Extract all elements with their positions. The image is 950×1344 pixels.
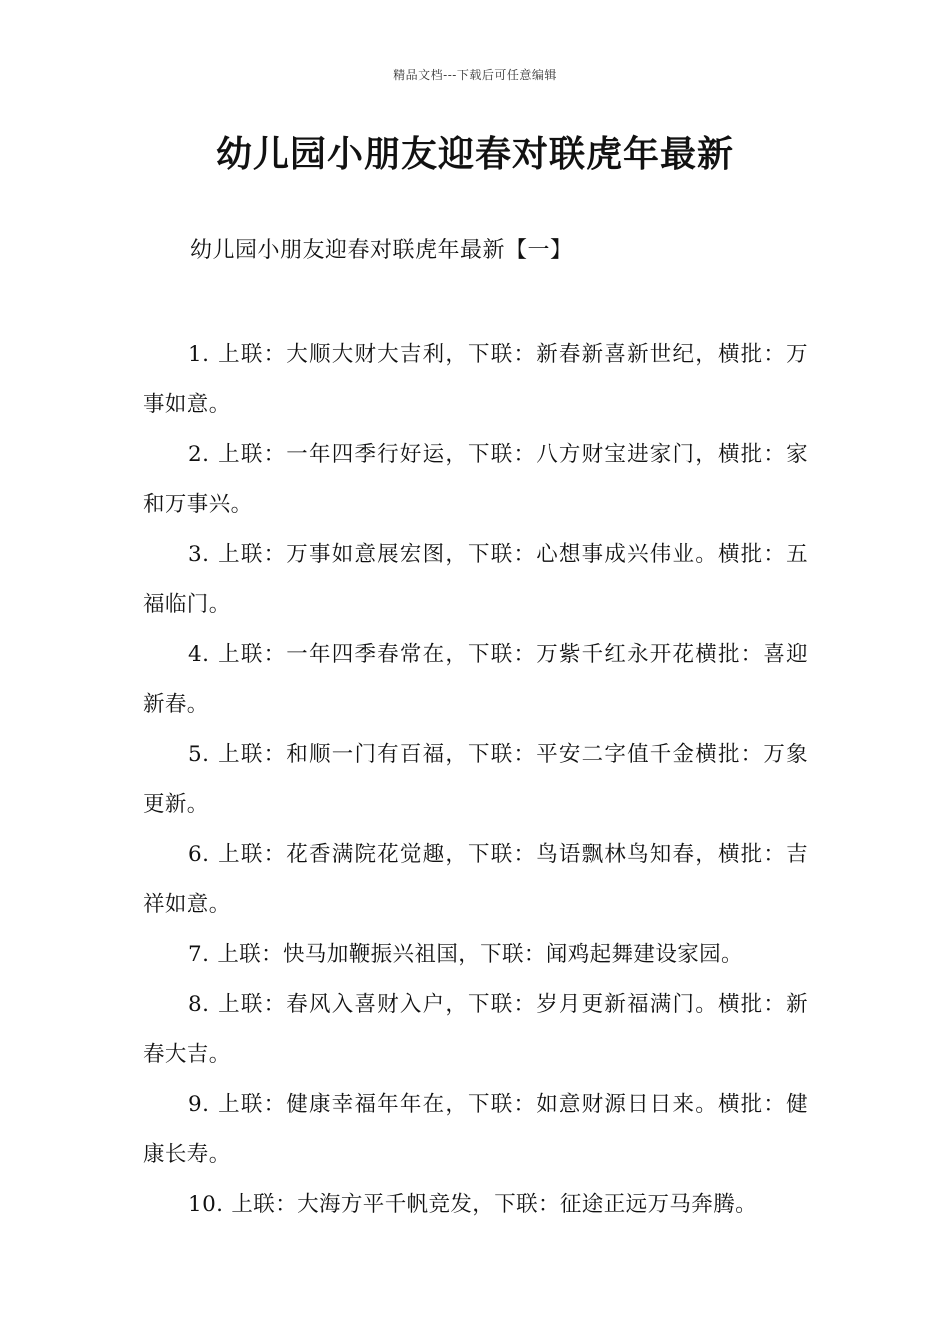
couplet-number: 8. (188, 992, 210, 1017)
couplet-item (143, 430, 808, 530)
couplet-number: 9. (188, 1092, 210, 1117)
couplet-item (143, 1180, 808, 1230)
couplet-number: 7. (188, 942, 210, 967)
couplet-text: 上联：春风入喜财入户，下联：岁月更新福满门。横批：新春大吉。 (143, 992, 808, 1067)
couplet-item (143, 980, 808, 1080)
couplet-text: 上联：快马加鞭振兴祖国，下联：闻鸡起舞建设家园。 (217, 942, 743, 967)
couplet-number: 3. (188, 542, 210, 567)
couplet-item (143, 530, 808, 630)
couplet-text: 上联：大顺大财大吉利，下联：新春新喜新世纪，横批：万事如意。 (143, 342, 808, 417)
header-note: 精品文档---下载后可任意编辑 (393, 68, 557, 82)
couplet-text: 上联：和顺一门有百福，下联：平安二字值千金横批：万象更新。 (143, 742, 808, 817)
couplet-text: 上联：一年四季春常在，下联：万紫千红永开花横批：喜迎新春。 (143, 642, 808, 717)
couplet-number: 10. (188, 1192, 224, 1217)
couplet-text: 上联：健康幸福年年在，下联：如意财源日日来。横批：健康长寿。 (143, 1092, 808, 1167)
couplet-text: 上联：花香满院花觉趣，下联：鸟语飘林鸟知春，横批：吉祥如意。 (143, 842, 808, 917)
couplet-text: 上联：大海方平千帆竞发，下联：征途正远万马奔腾。 (231, 1192, 758, 1217)
couplet-text: 上联：一年四季行好运，下联：八方财宝进家门，横批：家和万事兴。 (143, 442, 808, 517)
couplet-item (143, 630, 808, 730)
couplet-item (143, 1080, 808, 1180)
couplet-text: 上联：万事如意展宏图，下联：心想事成兴伟业。横批：五福临门。 (143, 542, 808, 617)
couplet-item (143, 330, 808, 430)
document-title: 幼儿园小朋友迎春对联虎年最新 (215, 133, 734, 175)
couplet-item (143, 930, 808, 980)
couplet-number: 4. (188, 642, 210, 667)
couplet-number: 5. (188, 742, 210, 767)
couplet-item (143, 830, 808, 930)
couplet-number: 6. (188, 842, 210, 867)
section-heading: 幼儿园小朋友迎春对联虎年最新【一】 (190, 238, 573, 263)
couplet-list (143, 330, 808, 1230)
couplet-number: 2. (188, 442, 210, 467)
couplet-item (143, 730, 808, 830)
couplet-number: 1. (188, 342, 210, 367)
